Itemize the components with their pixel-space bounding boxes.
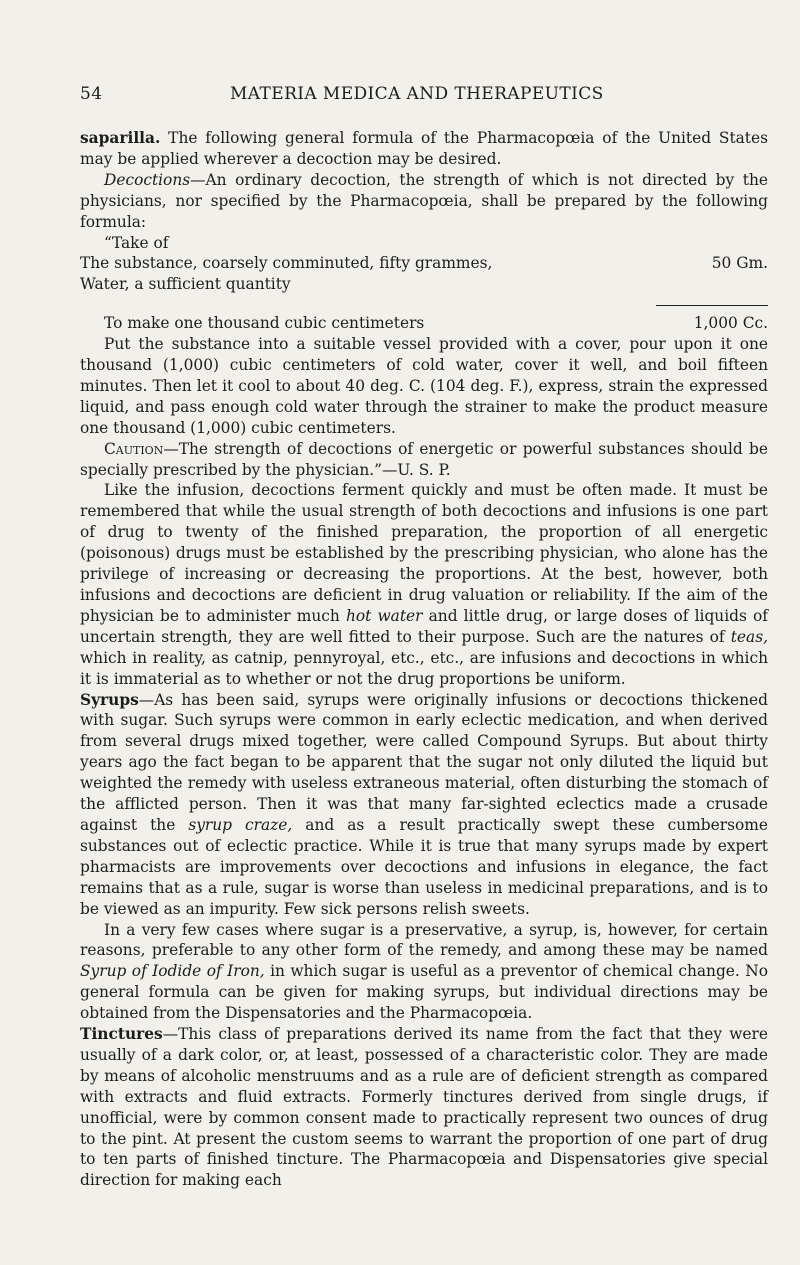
paragraph-text: Like the infusion, decoctions ferment quickly and must be often made. It must be remembered that while the usual strength of both decoctions and infusions is one part of drug to twenty of the finished preparation, the proportion of all energetic (poisonous) drugs must be established by the prescribing physician, who alone has the privilege of increasing or decreasing the proportions. At the best, however, both infusions and decoctions are deficient in drug valuation or reliability. If the aim of the physician be to administer much [80,481,768,625]
emphasis-hot-water: hot water [345,606,423,625]
running-title: MATERIA MEDICA AND THERAPEUTICS [230,84,604,104]
body-text [80,128,768,1191]
paragraph-lead: saparilla. [80,129,161,147]
paragraph-syrups [80,690,768,920]
formula-substance-quantity: 50 Gm. [711,254,768,273]
paragraph-text: which in reality, as catnip, pennyroyal, etc., etc., are infusions and decoctions in which it is immaterial as to whether or not the drug proportions be uniform. [80,648,768,688]
paragraph-decoctions [80,170,768,233]
paragraph-text: in which sugar is useful as a preventor of chemical change. No general formula can be given for making syrups, but individual directions may be obtained from the Dispensatories and the Pharmacopœia. [80,962,768,1023]
formula-total-quantity: 1,000 Cc. [693,314,768,333]
paragraph-tinctures [80,1024,768,1191]
section-heading-decoctions: Decoctions [104,170,191,189]
formula-block [80,233,768,335]
paragraph-text: —An ordinary decoction, the strength of which is not directed by the physicians, nor specified by the Pharmacopœia, shall be prepared by the following formula: [80,170,768,231]
emphasis-syrup-iodide: Syrup of Iodide of Iron, [80,962,265,981]
section-heading-caution: Caution [104,439,164,458]
paragraph-iodide [80,920,768,1025]
emphasis-syrup-craze: syrup craze, [188,815,293,834]
running-head [80,84,768,110]
formula-row-total [80,313,768,334]
emphasis-teas: teas, [730,627,768,646]
paragraph-text: —As has been said, syrups were originally infusions or decoctions thickened with sugar. Such syrups were common in early eclectic medication, and when derived from several drugs mixed together, were called Compound Syrups. But about thirty years ago the fact began to be apparent that the sugar not only diluted the liquid but weighted the remedy with useless extraneous material, often disturbing the stomach of the afflicted person. Then it was that many far-sighted eclectics made a crusade against the [80,690,768,834]
formula-total-rule [656,305,768,306]
paragraph-infusion [80,480,768,689]
paragraph-saparilla [80,128,768,170]
paragraph-caution [80,439,768,481]
page-number: 54 [80,84,103,104]
paragraph-text: and as a result practically swept these cumbersome substances out of eclectic practice. While it is true that many syrups made by expert pharmacists are improvements over decoctions and infusions in elegance, the fact remains that as a rule, sugar is worse than useless in medicinal preparations, and is to be viewed as an impurity. Few sick persons relish sweets. [80,815,768,918]
paragraph-text: —This class of preparations derived its name from the fact that they were usually of a dark color, or, at least, possessed of a characteristic color. They are made by means of alcoholic menstruums and as a rule are of deficient strength as compared with extracts and fluid extracts. Formerly tinctures derived from single drugs, if unofficial, were by common consent made to practically represent two ounces of drug to the pint. At present the custom seems to warrant the proportion of one part of drug to ten parts of finished tincture. The Pharmacopœia and Dispensatories give special direction for making each [80,1025,768,1190]
paragraph-text: In a very few cases where sugar is a preservative, a syrup, is, however, for certain reasons, preferable to any other form of the remedy, and among these may be named [80,920,768,960]
formula-total-label: To make one thousand cubic centimeters [104,314,425,333]
paragraph-text: The following general formula of the Pharmacopœia of the United States may be applied wherever a decoction may be desired. [80,129,768,168]
section-heading-syrups: Syrups [80,690,139,709]
section-heading-tinctures: Tinctures [80,1025,163,1044]
formula-row-substance [80,253,768,274]
formula-take-of: “Take of [104,233,169,252]
formula-substance-label: The substance, coarsely comminuted, fifty grammes, [80,254,493,273]
paragraph-text: —The strength of decoctions of energetic or powerful substances should be specially prescribed by the physician.”—U. S. P. [80,439,768,479]
paragraph-method: Put the substance into a suitable vessel provided with a cover, pour upon it one thousand (1,000) cubic centimeters of cold water, cover it well, and boil fifteen minutes. Then let it cool to about 40 deg. C. (104 deg. F.), express, strain the expressed liquid, and pass enough cold water through the strainer to make the product measure one thousand (1,000) cubic centimeters. [80,335,768,437]
formula-water-label: Water, a sufficient quantity [80,275,291,294]
paragraph-text: and little drug, or large doses of liquids of uncertain strength, they are well fitted to their purpose. Such are the natures of [80,606,768,646]
